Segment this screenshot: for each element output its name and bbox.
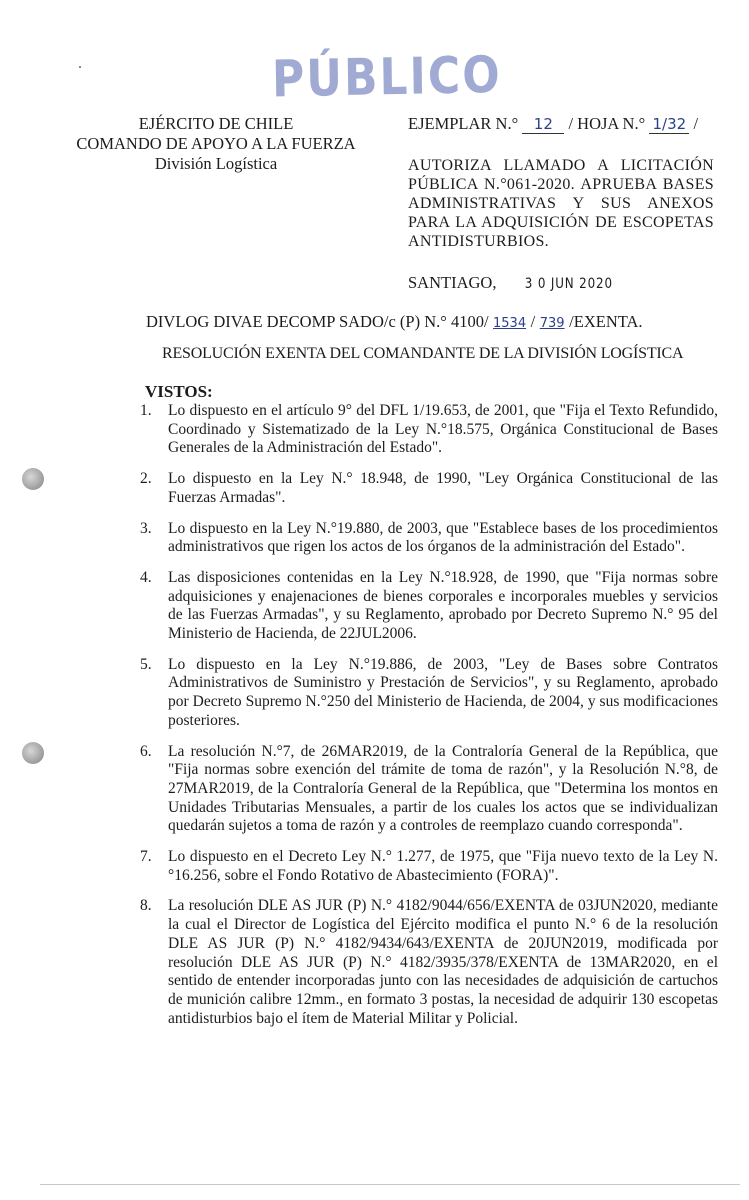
item-text: Lo dispuesto en la Ley N.°19.880, de 2003, que "Establece bases de los procedimientos administrativos que rigen los actos de los órganos de la administración del Estado". <box>168 519 718 556</box>
date-stamp: 3 0 JUN 2020 <box>524 276 613 292</box>
item-text: Lo dispuesto en el artículo 9° del DFL 1/19.653, de 2001, que "Fija el Texto Refundido, Coordinado y Sistematizado de la Ley N.°18.575, Orgánica Constitucional de Bases Generales de la Administración del Estado". <box>168 402 718 457</box>
reference-prefix: DIVLOG DIVAE DECOMP SADO/c (P) N.° 4100/ <box>146 312 489 331</box>
item-number: 4. <box>140 568 152 586</box>
vistos-heading: VISTOS: <box>145 382 213 401</box>
punch-hole-icon <box>22 468 44 490</box>
page-edge-divider <box>40 1184 740 1185</box>
item-text: La resolución N.°7, de 26MAR2019, de la Contraloría General de la República, que "Fija normas sobre exención del trámite de toma de razón", y la Resolución N.°8, de 27MAR2019, de la Contraloría General de la República, que "Determina los montos en Unidades Tributarias Mensuales, a partir de los cuales los actos que se individualizan quedarán sujetos a toma de razón y a controles de reemplazo cuando corresponda". <box>168 742 718 835</box>
hoja-label: / HOJA N.° <box>568 114 646 133</box>
list-item <box>140 897 718 1028</box>
city: SANTIAGO, <box>408 273 497 292</box>
list-item <box>140 743 718 837</box>
hoja-value: 1/32 <box>649 115 689 134</box>
item-text: La resolución DLE AS JUR (P) N.° 4182/9044/656/EXENTA de 03JUN2020, mediante la cual el Director de Logística del Ejército modifica el punto N.° 6 de la resolución DLE AS JUR (P) N.° 4182/9434/643/EXENTA de 20JUN2019, modificada por resolución DLE AS JUR (P) N.° 4182/3935/378/EXENTA de 13MAR2020, en el sentido de entender incorporadas junto con las necesidades de adquisición de cartuchos de munición calibre 12mm., en formato 3 postas, la necesidad de adquirir 130 escopetas antidisturbios bajo el ítem de Material Militar y Policial. <box>168 897 718 1027</box>
item-number: 7. <box>140 848 152 866</box>
public-stamp: PÚBLICO <box>271 45 503 110</box>
ejemplar-value: 12 <box>522 115 564 134</box>
punch-hole-icon <box>22 742 44 764</box>
hoja-suffix: / <box>693 114 699 133</box>
subject-block: AUTORIZA LLAMADO A LICITACIÓN PÚBLICA N.°061-2020. APRUEBA BASES ADMINISTRATIVAS Y SUS ANEXOS PARA LA ADQUISICIÓN DE ESCOPETAS ANTIDISTURBIOS. <box>408 157 714 250</box>
org-division: División Logística <box>154 154 278 173</box>
list-item <box>140 656 718 731</box>
reference-hw-number-2: 739 <box>539 316 565 331</box>
list-item <box>140 402 718 458</box>
copy-sheet-line <box>408 114 698 134</box>
list-item <box>140 520 718 557</box>
list-item <box>140 848 718 885</box>
reference-hw-number: 1534 <box>493 316 527 331</box>
item-number: 2. <box>140 470 152 488</box>
place-date <box>408 273 620 293</box>
item-text: Las disposiciones contenidas en la Ley N.°18.928, de 1990, que "Fija normas sobre adquisiciones y enajenaciones de bienes corporales e incorporales muebles y servicios de las Fuerzas Armadas", y su Reglamento, aprobado por Decreto Supremo N.° 95 del Ministerio de Hacienda, de 22JUL2006. <box>168 568 718 643</box>
item-text: Lo dispuesto en la Ley N.° 18.948, de 1990, "Ley Orgánica Constitucional de las Fuerzas Armadas". <box>168 470 718 506</box>
item-number: 1. <box>140 402 152 419</box>
scan-speck <box>79 66 81 68</box>
item-number: 8. <box>140 897 152 915</box>
ejemplar-label: EJEMPLAR N.° <box>408 114 519 133</box>
item-text: Lo dispuesto en el Decreto Ley N.° 1.277, de 1975, que "Fija nuevo texto de la Ley N.°16.256, sobre el Fondo Rotativo de Abastecimiento (FORA)". <box>168 848 718 884</box>
reference-suffix: /EXENTA. <box>569 312 643 331</box>
item-text: Lo dispuesto en la Ley N.°19.886, de 2003, "Ley de Bases sobre Contratos Administrativos de Suministro y Prestación de Servicios", y su Reglamento, aprobado por Decreto Supremo N.°250 del Ministerio de Hacienda, de 2004, y sus modificaciones posteriores. <box>168 655 718 729</box>
item-number: 3. <box>140 519 152 537</box>
org-army: EJÉRCITO DE CHILE <box>138 114 294 133</box>
list-item <box>140 569 718 644</box>
item-number: 5. <box>140 655 152 673</box>
reference-separator: / <box>530 312 536 331</box>
issuing-organization <box>66 114 366 174</box>
vistos-list <box>140 402 718 1028</box>
list-item <box>140 470 718 507</box>
org-command: COMANDO DE APOYO A LA FUERZA <box>76 134 356 153</box>
resolution-title: RESOLUCIÓN EXENTA DEL COMANDANTE DE LA DIVISIÓN LOGÍSTICA <box>162 345 684 362</box>
item-number: 6. <box>140 742 152 760</box>
reference-number <box>146 312 643 332</box>
